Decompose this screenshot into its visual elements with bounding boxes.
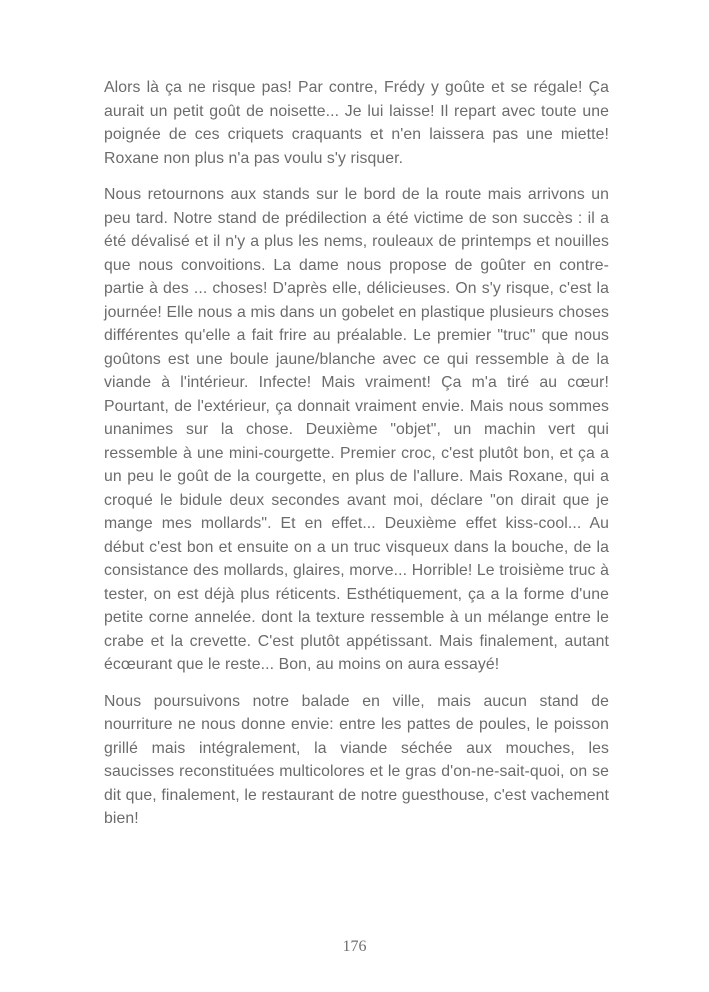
paragraph-3: Nous poursuivons notre balade en ville, mais aucun stand de nourriture ne nous donne envie: entre les pattes de poules, le poisson grillé mais intégralement, la viande séchée aux mouches, les saucisses reconstituées multicolores et le gras d'on-ne-sait-quoi, on se dit que, finalement, le restaurant de notre guesthouse, c'est vachement bien! bbox=[104, 692, 609, 827]
paragraph-1: Alors là ça ne risque pas! Par contre, Frédy y goûte et se régale! Ça aurait un petit goût de noisette... Je lui laisse! Il repart avec toute une poignée de ces criquets craquants et n'en laissera pas une miette! Roxane non plus n'a pas voulu s'y risquer. bbox=[104, 79, 609, 167]
paragraph-2: Nous retournons aux stands sur le bord de la route mais arrivons un peu tard. Notre stand de prédilection a été victime de son succès : il a été dévalisé et il n'y a plus les nems, rouleaux de printemps et nouilles que nous convoitions. La dame nous propose de goûter en contre-partie à des ... choses! D'après elle, délicieuses. On s'y risque, c'est la journée! Elle nous a mis dans un gobelet en plastique plusieurs choses différentes qu'elle a fait frire au préalable. Le premier "truc" que nous goûtons est une boule jaune/blanche avec ce qui ressemble à de la viande à l'intérieur. Infecte! Mais vraiment! Ça m'a tiré au cœur! Pourtant, de l'extérieur, ça donnait vraiment envie. Mais nous sommes unanimes sur la chose. Deuxième "objet", un machin vert qui ressemble à une mini-courgette. Premier croc, c'est plutôt bon, et ça a un peu le goût de la courgette, en plus de l'allure. Mais Roxane, qui a croqué le bidule deux secondes avant moi, déclare "on dirait que je mange mes mollards". Et en effet... Deuxième effet kiss-cool... Au début c'est bon et ensuite on a un truc visqueux dans la bouche, de la consistance des mollards, glaires, morve... Horrible! Le troisième truc à tester, on est déjà plus réticents. Esthétiquement, ça a la forme d'une petite corne annelée. dont la texture ressemble à un mélange entre le crabe et la crevette. C'est plutôt appétissant. Mais finalement, autant écœurant que le reste... Bon, au moins on aura essayé! bbox=[104, 186, 609, 673]
page-number: 176 bbox=[342, 938, 367, 955]
text-block bbox=[104, 76, 609, 844]
page-footer bbox=[0, 938, 709, 956]
